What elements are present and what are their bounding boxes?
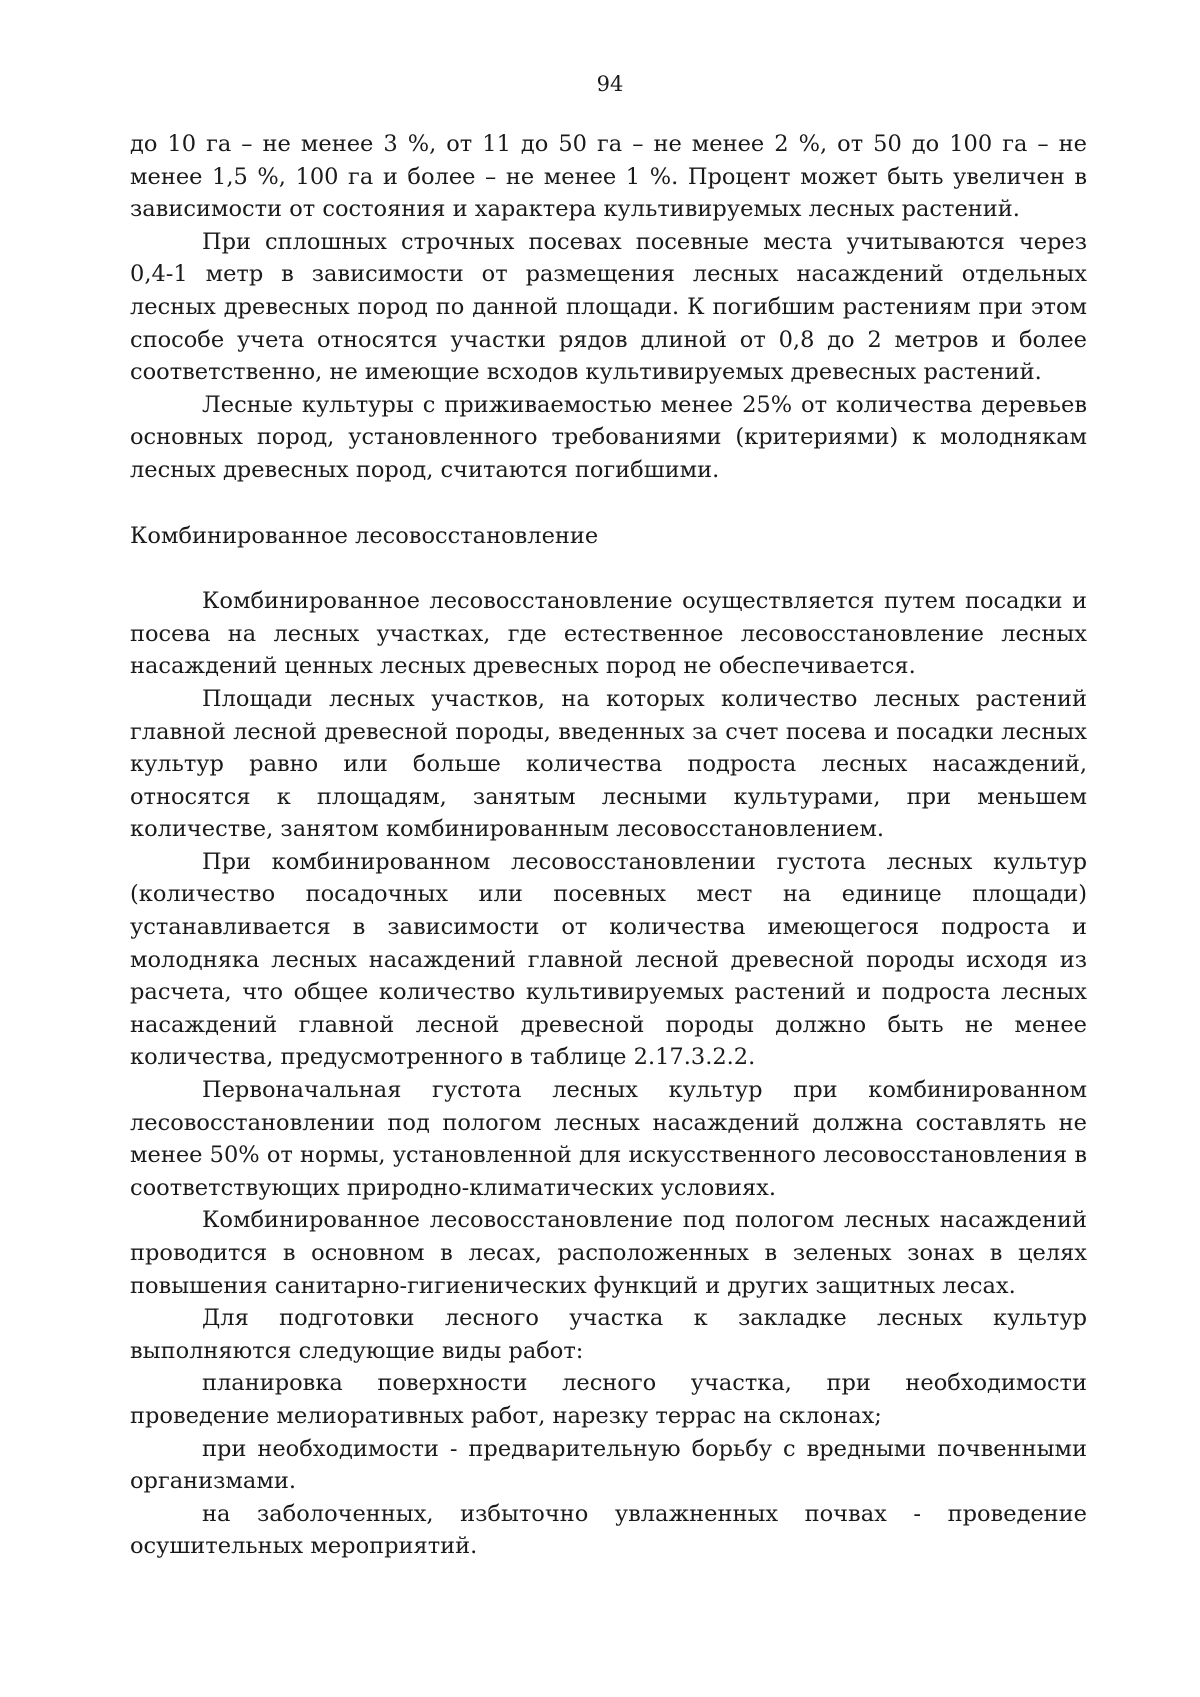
paragraph: При сплошных строчных посевах посевные места учитываются через 0,4-1 метр в зависимости от размещения лесных насаждений отдельных лесных древесных пород по данной площади. К погибшим растениям при этом способе учета относятся участки рядов длиной от 0,8 до 2 метров и более соответственно, не имеющие всходов культивируемых древесных растений. [130, 228, 1087, 386]
document-body [130, 128, 1087, 1563]
paragraph: Площади лесных участков, на которых количество лесных растений главной лесной древесной породы, введенных за счет посева и посадки лесных культур равно или больше количества подроста лесных насаждений, относятся к площадям, занятым лесными культурами, при меньшем количестве, занятом комбинированным лесовосстановлением. [130, 685, 1087, 843]
paragraph: Лесные культуры с приживаемостью менее 25% от количества деревьев основных пород, установленного требованиями (критериями) к молоднякам лесных древесных пород, считаются погибшими. [130, 391, 1087, 483]
list-item: планировка поверхности лесного участка, при необходимости проведение мелиоративных работ, нарезку террас на склонах; [130, 1370, 1087, 1429]
list-item: на заболоченных, избыточно увлажненных почвах - проведение осушительных мероприятий. [130, 1500, 1087, 1560]
list-item: при необходимости - предварительную борьбу с вредными почвенными организмами. [130, 1435, 1087, 1495]
paragraph: Комбинированное лесовосстановление осуществляется путем посадки и посева на лесных участках, где естественное лесовосстановление лесных насаждений ценных лесных древесных пород не обеспечивается. [130, 588, 1087, 680]
paragraph: Первоначальная густота лесных культур при комбинированном лесовосстановлении под пологом лесных насаждений должна составлять не менее 50% от нормы, установленной для искусственного лесовосстановления в соответствующих природно-климатических условиях. [130, 1077, 1087, 1201]
paragraph: При комбинированном лесовосстановлении густота лесных культур (количество посадочных или посевных мест на единице площади) устанавливается в зависимости от количества имеющегося подроста и молодняка лесных насаждений главной лесной древесной породы исходя из расчета, что общее количество культивируемых растений и подроста лесных насаждений главной лесной древесной породы должно быть не менее количества, предусмотренного в таблице 2.17.3.2.2. [130, 848, 1087, 1071]
paragraph: Комбинированное лесовосстановление под пологом лесных насаждений проводится в основном в лесах, расположенных в зеленых зонах в целях повышения санитарно-гигиенических функций и других защитных лесах. [130, 1207, 1087, 1299]
paragraph-continuation: до 10 га – не менее 3 %, от 11 до 50 га – не менее 2 %, от 50 до 100 га – не менее 1,5 %, 100 га и более – не менее 1 %. Процент может быть увеличен в зависимости от состояния и характера культивируемых лесных растений. [130, 131, 1087, 223]
section-heading: Комбинированное лесовосстановление [130, 522, 599, 549]
paragraph: Для подготовки лесного участка к закладке лесных культур выполняются следующие виды работ: [130, 1305, 1087, 1364]
page-number: 94 [596, 72, 624, 96]
